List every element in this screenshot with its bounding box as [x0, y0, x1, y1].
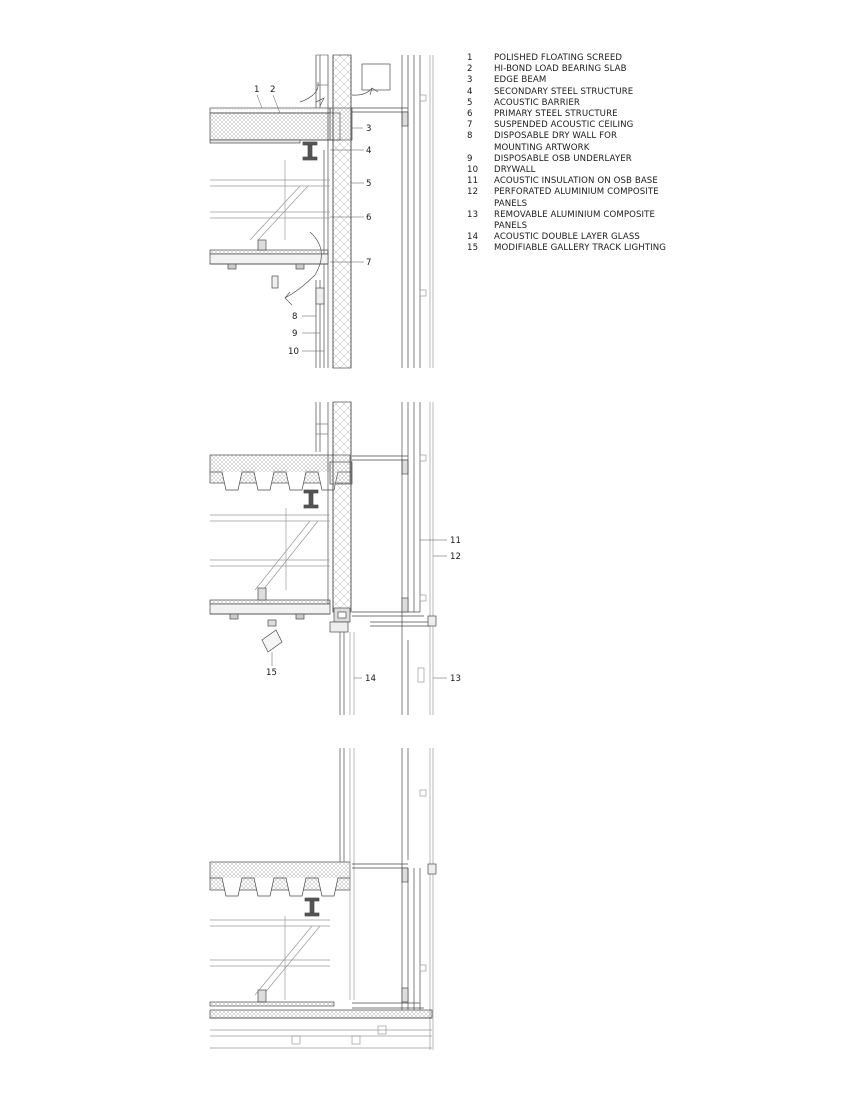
callout-10: 10	[288, 347, 299, 357]
legend-item-number: 3	[467, 75, 473, 86]
steel-i-beam-middle	[304, 490, 318, 508]
callout-7: 7	[366, 258, 372, 268]
legend-item	[467, 165, 667, 176]
legend-item-text: PRIMARY STEEL STRUCTURE	[494, 109, 618, 120]
legend-item-text: SUSPENDED ACOUSTIC CEILING	[494, 120, 634, 131]
legend-item-number: 15	[467, 243, 479, 254]
legend-item	[467, 53, 667, 64]
legend-item-text: DISPOSABLE OSB UNDERLAYER	[494, 153, 632, 164]
detail-top	[210, 55, 433, 368]
legend-item	[467, 87, 667, 98]
track-light-fixture	[262, 620, 282, 652]
legend-item	[467, 243, 667, 254]
legend-item-number: 7	[467, 120, 473, 131]
legend-item	[467, 109, 667, 120]
legend-item	[467, 232, 667, 243]
callout-2: 2	[270, 85, 276, 95]
screed-layer-top	[210, 108, 330, 113]
callout-14: 14	[365, 674, 376, 684]
callout-12: 12	[450, 552, 461, 562]
callout-8: 8	[292, 312, 298, 322]
legend-item-number: 1	[467, 53, 473, 63]
slab-layer-top	[210, 113, 340, 140]
legend-item-text: PERFORATED ALUMINIUM COMPOSITE PANELS	[494, 187, 659, 209]
legend-item	[467, 98, 667, 109]
legend-item-text: EDGE BEAM	[494, 75, 547, 86]
legend-item-number: 4	[467, 86, 473, 97]
legend-item-number: 10	[467, 165, 479, 176]
legend-item-number: 11	[467, 176, 479, 187]
airflow-arrow-top-2	[352, 88, 378, 95]
legend-item-text: DISPOSABLE DRY WALL FOR MOUNTING ARTWORK	[494, 131, 618, 153]
callout-1: 1	[254, 85, 260, 95]
legend-item	[467, 187, 667, 209]
legend-item-number: 9	[467, 153, 473, 164]
detail-middle	[210, 402, 447, 715]
legend-item	[467, 154, 667, 165]
steel-i-beam-bottom	[305, 898, 319, 916]
callout-9: 9	[292, 329, 298, 339]
callout-11: 11	[450, 536, 461, 546]
legend-item-text: HI-BOND LOAD BEARING SLAB	[494, 64, 627, 75]
legend	[467, 53, 667, 255]
legend-item-number: 14	[467, 232, 479, 243]
legend-item-number: 13	[467, 209, 479, 220]
legend-item	[467, 176, 667, 187]
callout-13: 13	[450, 674, 461, 684]
legend-item	[467, 64, 667, 75]
legend-item-number: 5	[467, 97, 473, 108]
ceiling-slab-bottom	[210, 1010, 432, 1018]
callout-5: 5	[366, 179, 372, 189]
legend-item	[467, 131, 667, 153]
legend-item-text: DRYWALL	[494, 165, 536, 176]
legend-item	[467, 120, 667, 131]
suspended-ceiling-middle	[210, 600, 330, 604]
legend-item-number: 12	[467, 187, 479, 198]
legend-item-number: 8	[467, 131, 473, 142]
legend-item-text: ACOUSTIC INSULATION ON OSB BASE	[494, 176, 658, 187]
acoustic-barrier-middle	[333, 402, 351, 612]
callout-4: 4	[366, 146, 372, 156]
callout-6: 6	[366, 213, 372, 223]
legend-item-number: 2	[467, 64, 473, 75]
steel-i-beam-top	[303, 142, 317, 160]
legend-item-text: POLISHED FLOATING SCREED	[494, 53, 623, 63]
acoustic-barrier-top	[333, 55, 351, 368]
callout-3: 3	[366, 124, 372, 134]
legend-item-text: ACOUSTIC DOUBLE LAYER GLASS	[494, 232, 640, 243]
legend-item-text: REMOVABLE ALUMINIUM COMPOSITE PANELS	[494, 209, 656, 232]
legend-item	[467, 75, 667, 86]
callout-15: 15	[266, 668, 277, 678]
suspended-ceiling-top	[210, 250, 328, 254]
detail-bottom	[210, 748, 436, 1050]
legend-item-text: MODIFIABLE GALLERY TRACK LIGHTING	[494, 243, 667, 254]
legend-item-text: ACOUSTIC BARRIER	[494, 97, 581, 108]
legend-item	[467, 210, 667, 232]
airflow-arrow-top-1	[300, 82, 324, 106]
legend-item-number: 6	[467, 109, 473, 120]
legend-item-text: SECONDARY STEEL STRUCTURE	[494, 86, 634, 97]
